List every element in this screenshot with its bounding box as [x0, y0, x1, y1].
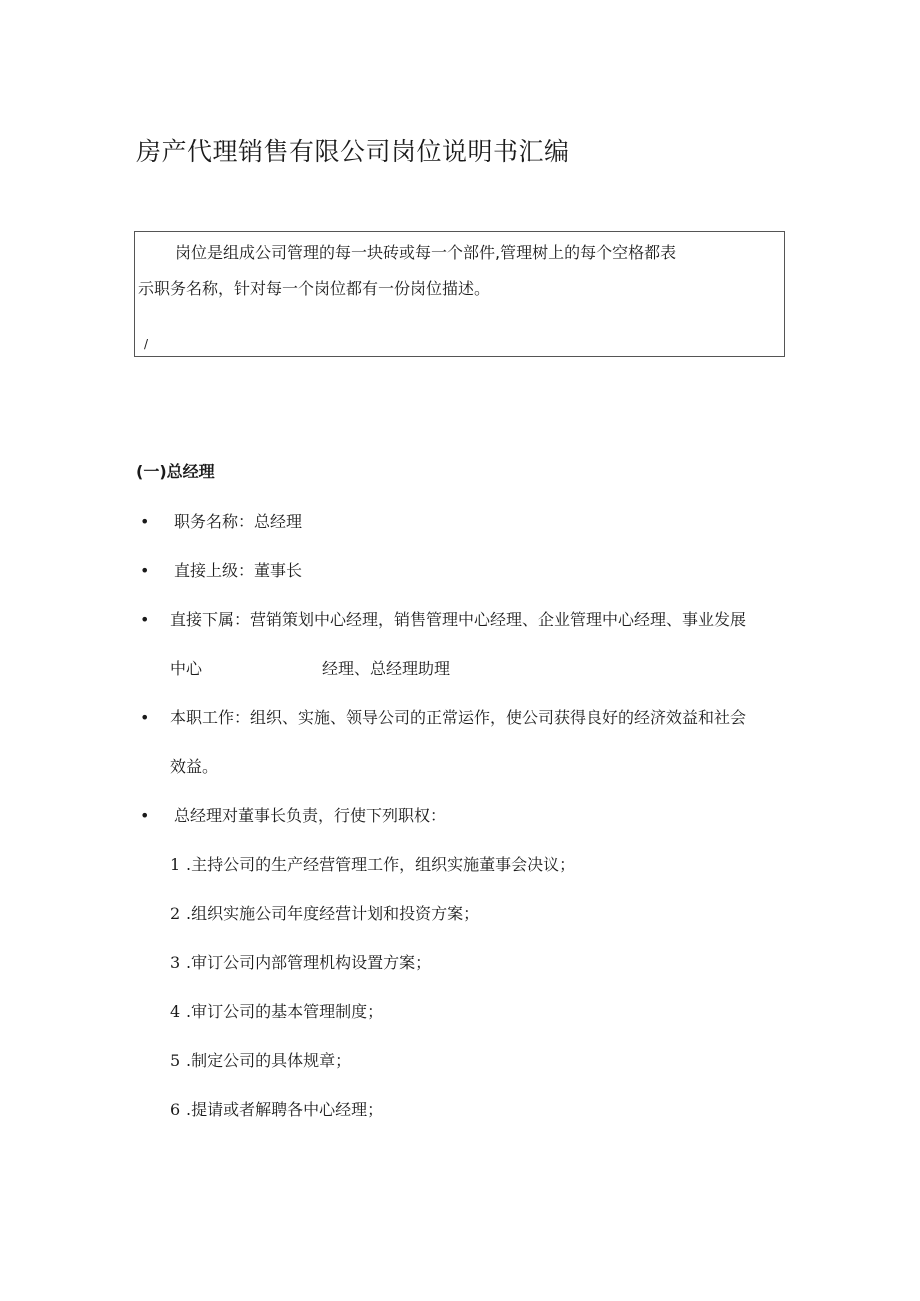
duty-item: .组织实施公司年度经营计划和投资方案； — [186, 904, 480, 923]
bullet-icon: • — [140, 561, 150, 580]
document-title: 房产代理销售有限公司岗位说明书汇编 — [136, 137, 570, 166]
intro-mark: / — [144, 337, 149, 351]
bullet-icon: • — [140, 708, 150, 727]
bullet-icon: • — [140, 806, 150, 825]
list-item: 直接下属：营销策划中心经理，销售管理中心经理、企业管理中心经理、事业发展 — [170, 610, 747, 629]
duty-number: 3 — [170, 953, 181, 972]
duty-number: 4 — [170, 1002, 181, 1021]
list-item: 职务名称：总经理 — [174, 512, 303, 531]
duty-number: 6 — [170, 1100, 181, 1119]
list-item-continuation: 经理、总经理助理 — [322, 659, 451, 678]
bullet-icon: • — [140, 512, 150, 531]
duty-item: .主持公司的生产经营管理工作，组织实施董事会决议； — [186, 855, 576, 874]
duty-number: 5 — [170, 1051, 181, 1070]
duty-item: .审订公司内部管理机构设置方案； — [186, 953, 432, 972]
list-item: 总经理对董事长负责，行使下列职权： — [174, 806, 447, 825]
bullet-icon: • — [140, 610, 150, 629]
list-item: 直接上级：董事长 — [174, 561, 303, 580]
list-item-continuation: 效益。 — [170, 757, 219, 776]
intro-text-line-1: 岗位是组成公司管理的每一块砖或每一个部件,管理树上的每个空格都表 — [175, 243, 677, 262]
intro-box — [134, 231, 785, 357]
duty-number: 1 — [170, 855, 181, 874]
list-item-continuation: 中心 — [170, 659, 203, 678]
duty-item: .制定公司的具体规章； — [186, 1051, 352, 1070]
list-item: 本职工作：组织、实施、领导公司的正常运作，使公司获得良好的经济效益和社会 — [170, 708, 747, 727]
duty-number: 2 — [170, 904, 181, 923]
intro-text-line-2: 示职务名称，针对每一个岗位都有一份岗位描述。 — [138, 279, 491, 298]
section-heading: (一)总经理 — [136, 462, 215, 481]
duty-item: .提请或者解聘各中心经理； — [186, 1100, 384, 1119]
duty-item: .审订公司的基本管理制度； — [186, 1002, 384, 1021]
